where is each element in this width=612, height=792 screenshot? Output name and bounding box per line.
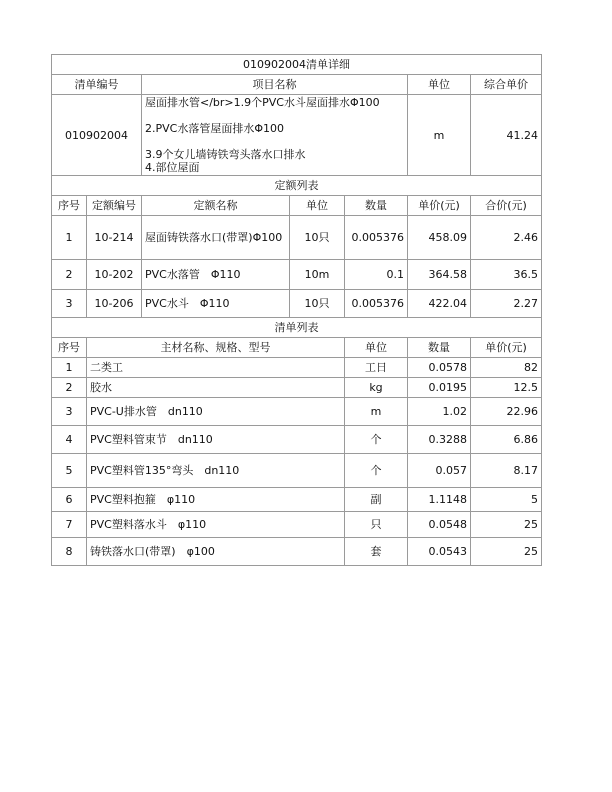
material-name: PVC-U排水管 dn110 <box>87 398 345 426</box>
quota-header-unit: 单位 <box>290 196 345 216</box>
quota-header-qty: 数量 <box>345 196 408 216</box>
material-name: PVC塑料管束节 dn110 <box>87 426 345 454</box>
quota-row <box>52 260 542 290</box>
material-qty: 0.3288 <box>408 426 471 454</box>
quota-name: PVC水斗 Φ110 <box>142 290 290 318</box>
quota-no: 2 <box>52 260 87 290</box>
quota-total: 2.27 <box>471 290 542 318</box>
material-row <box>52 378 542 398</box>
material-qty: 0.0543 <box>408 538 471 566</box>
quota-header-price: 单价(元) <box>408 196 471 216</box>
item-desc-line-3: 3.9个女儿墙铸铁弯头落水口排水 <box>145 148 306 161</box>
item-unit: m <box>408 95 471 176</box>
material-rows <box>52 358 542 566</box>
quota-code: 10-202 <box>87 260 142 290</box>
material-price: 12.5 <box>471 378 542 398</box>
material-header-price: 单价(元) <box>471 338 542 358</box>
material-unit: m <box>345 398 408 426</box>
material-qty: 0.0548 <box>408 512 471 538</box>
material-no: 4 <box>52 426 87 454</box>
material-row <box>52 426 542 454</box>
item-price: 41.24 <box>471 95 542 176</box>
material-qty: 1.1148 <box>408 488 471 512</box>
bill-detail-table <box>51 54 542 566</box>
quota-qty: 0.1 <box>345 260 408 290</box>
material-unit: 个 <box>345 426 408 454</box>
material-section-row <box>52 318 542 338</box>
material-name: 二类工 <box>87 358 345 378</box>
item-desc-line-1: 屋面排水管</br>1.9个PVC水斗屋面排水Φ100 <box>145 96 380 109</box>
header-code: 清单编号 <box>52 75 142 95</box>
material-qty: 0.0578 <box>408 358 471 378</box>
material-no: 5 <box>52 454 87 488</box>
quota-name: PVC水落管 Φ110 <box>142 260 290 290</box>
material-no: 3 <box>52 398 87 426</box>
quota-total: 36.5 <box>471 260 542 290</box>
quota-header-no: 序号 <box>52 196 87 216</box>
material-row <box>52 398 542 426</box>
material-row <box>52 358 542 378</box>
item-description <box>142 95 408 176</box>
material-name: 铸铁落水口(带罩) φ100 <box>87 538 345 566</box>
quota-section-title: 定额列表 <box>52 176 542 196</box>
quota-row <box>52 216 542 260</box>
quota-name: 屋面铸铁落水口(带罩)Φ100 <box>142 216 290 260</box>
material-no: 6 <box>52 488 87 512</box>
material-qty: 0.0195 <box>408 378 471 398</box>
item-code: 010902004 <box>52 95 142 176</box>
title-row <box>52 55 542 75</box>
material-unit: 套 <box>345 538 408 566</box>
material-price: 6.86 <box>471 426 542 454</box>
table-title: 010902004清单详细 <box>52 55 542 75</box>
quota-qty: 0.005376 <box>345 216 408 260</box>
material-unit: 只 <box>345 512 408 538</box>
material-section-title: 清单列表 <box>52 318 542 338</box>
material-name: PVC塑料管135°弯头 dn110 <box>87 454 345 488</box>
material-name: 胶水 <box>87 378 345 398</box>
material-header-name: 主材名称、规格、型号 <box>87 338 345 358</box>
material-name: PVC塑料落水斗 φ110 <box>87 512 345 538</box>
item-desc-line-4: 4.部位屋面 <box>145 161 200 174</box>
quota-price: 364.58 <box>408 260 471 290</box>
material-no: 2 <box>52 378 87 398</box>
quota-code: 10-206 <box>87 290 142 318</box>
header-unit: 单位 <box>408 75 471 95</box>
quota-row <box>52 290 542 318</box>
item-row <box>52 95 542 176</box>
item-header-row <box>52 75 542 95</box>
material-name: PVC塑料抱箍 φ110 <box>87 488 345 512</box>
material-price: 82 <box>471 358 542 378</box>
quota-header-row <box>52 196 542 216</box>
material-header-qty: 数量 <box>408 338 471 358</box>
quota-total: 2.46 <box>471 216 542 260</box>
material-price: 25 <box>471 538 542 566</box>
material-qty: 1.02 <box>408 398 471 426</box>
material-header-no: 序号 <box>52 338 87 358</box>
quota-no: 1 <box>52 216 87 260</box>
quota-price: 458.09 <box>408 216 471 260</box>
item-desc-line-2: 2.PVC水落管屋面排水Φ100 <box>145 122 284 135</box>
material-row <box>52 488 542 512</box>
header-name: 项目名称 <box>142 75 408 95</box>
material-no: 7 <box>52 512 87 538</box>
material-price: 22.96 <box>471 398 542 426</box>
material-no: 1 <box>52 358 87 378</box>
quota-header-total: 合价(元) <box>471 196 542 216</box>
quota-unit: 10只 <box>290 216 345 260</box>
material-row <box>52 538 542 566</box>
material-header-unit: 单位 <box>345 338 408 358</box>
material-price: 8.17 <box>471 454 542 488</box>
material-unit: 工日 <box>345 358 408 378</box>
quota-unit: 10m <box>290 260 345 290</box>
quota-header-name: 定额名称 <box>142 196 290 216</box>
material-unit: 副 <box>345 488 408 512</box>
quota-no: 3 <box>52 290 87 318</box>
material-unit: 个 <box>345 454 408 488</box>
quota-qty: 0.005376 <box>345 290 408 318</box>
material-qty: 0.057 <box>408 454 471 488</box>
material-header-row <box>52 338 542 358</box>
material-no: 8 <box>52 538 87 566</box>
quota-section-row <box>52 176 542 196</box>
quota-header-code: 定额编号 <box>87 196 142 216</box>
material-price: 5 <box>471 488 542 512</box>
material-row <box>52 512 542 538</box>
material-price: 25 <box>471 512 542 538</box>
quota-code: 10-214 <box>87 216 142 260</box>
material-row <box>52 454 542 488</box>
quota-unit: 10只 <box>290 290 345 318</box>
header-price: 综合单价 <box>471 75 542 95</box>
quota-price: 422.04 <box>408 290 471 318</box>
material-unit: kg <box>345 378 408 398</box>
